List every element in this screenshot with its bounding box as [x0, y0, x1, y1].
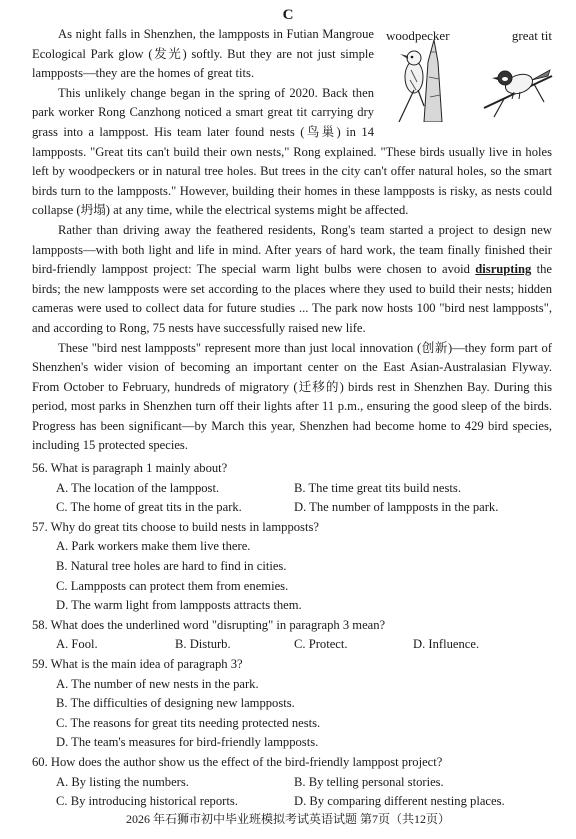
- question-60: [32, 753, 552, 812]
- option-a[interactable]: A. Park workers make them live there.: [56, 539, 251, 554]
- option-b[interactable]: B. Disturb.: [175, 637, 231, 652]
- underlined-word: disrupting: [475, 262, 532, 277]
- question-56: [32, 459, 552, 518]
- option-a[interactable]: A. By listing the numbers.: [56, 774, 189, 789]
- bird-illustration: [384, 22, 554, 122]
- question-57: [32, 518, 552, 616]
- option-c[interactable]: C. Lampposts can protect them from enemies.: [56, 578, 289, 593]
- question-59: [32, 655, 552, 753]
- great-tit-label: great tit: [511, 28, 552, 43]
- question-stem: 58. What does the underlined word "disrupting" in paragraph 3 mean?: [32, 617, 386, 632]
- option-c[interactable]: C. The home of great tits in the park.: [56, 500, 242, 515]
- option-d[interactable]: D. The team's measures for bird-friendly lampposts.: [56, 735, 319, 750]
- paragraph-3-part-2: the birds; the new lampposts were set according to the places where they used to build their nests; hidden cameras were used to collect data for future studies ... The park now hosts 100 "bird nest lampposts", and according to Rong, 75 nests have successfully raised new life.: [32, 262, 552, 335]
- option-b[interactable]: B. By telling personal stories.: [294, 774, 444, 789]
- option-d[interactable]: D. By comparing different nesting places.: [294, 794, 505, 809]
- option-d[interactable]: D. Influence.: [413, 637, 480, 652]
- option-c[interactable]: C. Protect.: [294, 637, 348, 652]
- paragraph-3-part-1: Rather than driving away the feathered residents, Rong's team started a project to design new lampposts—with both light and life in mind. After years of hard work, the team finally finished their bird-friendly lamppost project: The special warm light bulbs were chosen to avoid: [32, 222, 552, 277]
- page-footer: 2026 年石狮市初中毕业班模拟考试英语试题 第7页（共12页）: [125, 812, 450, 826]
- question-stem: 59. What is the main idea of paragraph 3?: [32, 657, 243, 671]
- question-stem: 60. How does the author show us the effect of the bird-friendly lamppost project?: [32, 754, 443, 769]
- option-a[interactable]: A. The location of the lamppost.: [56, 480, 220, 495]
- option-b[interactable]: B. The difficulties of designing new lampposts.: [56, 696, 295, 711]
- woodpecker-label: woodpecker: [386, 28, 450, 43]
- option-a[interactable]: A. Fool.: [56, 637, 98, 652]
- paragraph-1: As night falls in Shenzhen, the lampposts in Futian Mangroue Ecological Park glow (发光) softly. But they are not just simple lampposts—they are the homes of great tits.: [32, 27, 374, 81]
- paragraph-2: This unlikely change began in the spring of 2020. Back then park worker Rong Canzhong noticed a smart great tit carrying dry grass into a lamppost. His team later found nests (鸟巢) in 14 lampposts. "Great tits can't build their own nests," Rong explained. "These birds usually live in holes left by woodpeckers or in natural tree holes. But trees in the city can't offer natural holes, so the smart birds turn to the lampposts." However, building their homes in these lampposts is risky, as nests could collapse (坍塌) at any time, while the electrical systems might be affected.: [32, 85, 552, 218]
- option-a[interactable]: A. The number of new nests in the park.: [56, 676, 259, 691]
- option-b[interactable]: B. Natural tree holes are hard to find in cities.: [56, 559, 287, 574]
- reading-passage: [32, 25, 552, 812]
- question-stem: 56. What is paragraph 1 mainly about?: [32, 461, 228, 476]
- option-c[interactable]: C. The reasons for great tits needing protected nests.: [56, 715, 321, 730]
- option-c[interactable]: C. By introducing historical reports.: [56, 794, 238, 809]
- option-b[interactable]: B. The time great tits build nests.: [294, 480, 461, 495]
- paragraph-4: These "bird nest lampposts" represent more than just local innovation (创新)—they form part of Shenzhen's wider vision of becoming an important center on the East Asian-Australasian Flyway. From October to February, hundreds of migratory (迁移的) birds rest in Shenzhen Bay. During this period, most parks in Shenzhen turn off their lights after 11 p.m., ensuring the good sleep of the birds. Progress has been significant—by March this year, Shenzhen had become home to 429 bird species, including 15 protected species.: [32, 340, 552, 453]
- paragraph-3: [32, 221, 552, 339]
- question-list: [32, 459, 552, 812]
- option-d[interactable]: D. The warm light from lampposts attracts them.: [56, 598, 302, 613]
- question-58: [32, 616, 552, 655]
- section-letter: C: [282, 7, 294, 23]
- question-stem: 57. Why do great tits choose to build nests in lampposts?: [32, 519, 319, 534]
- option-d[interactable]: D. The number of lampposts in the park.: [294, 500, 499, 515]
